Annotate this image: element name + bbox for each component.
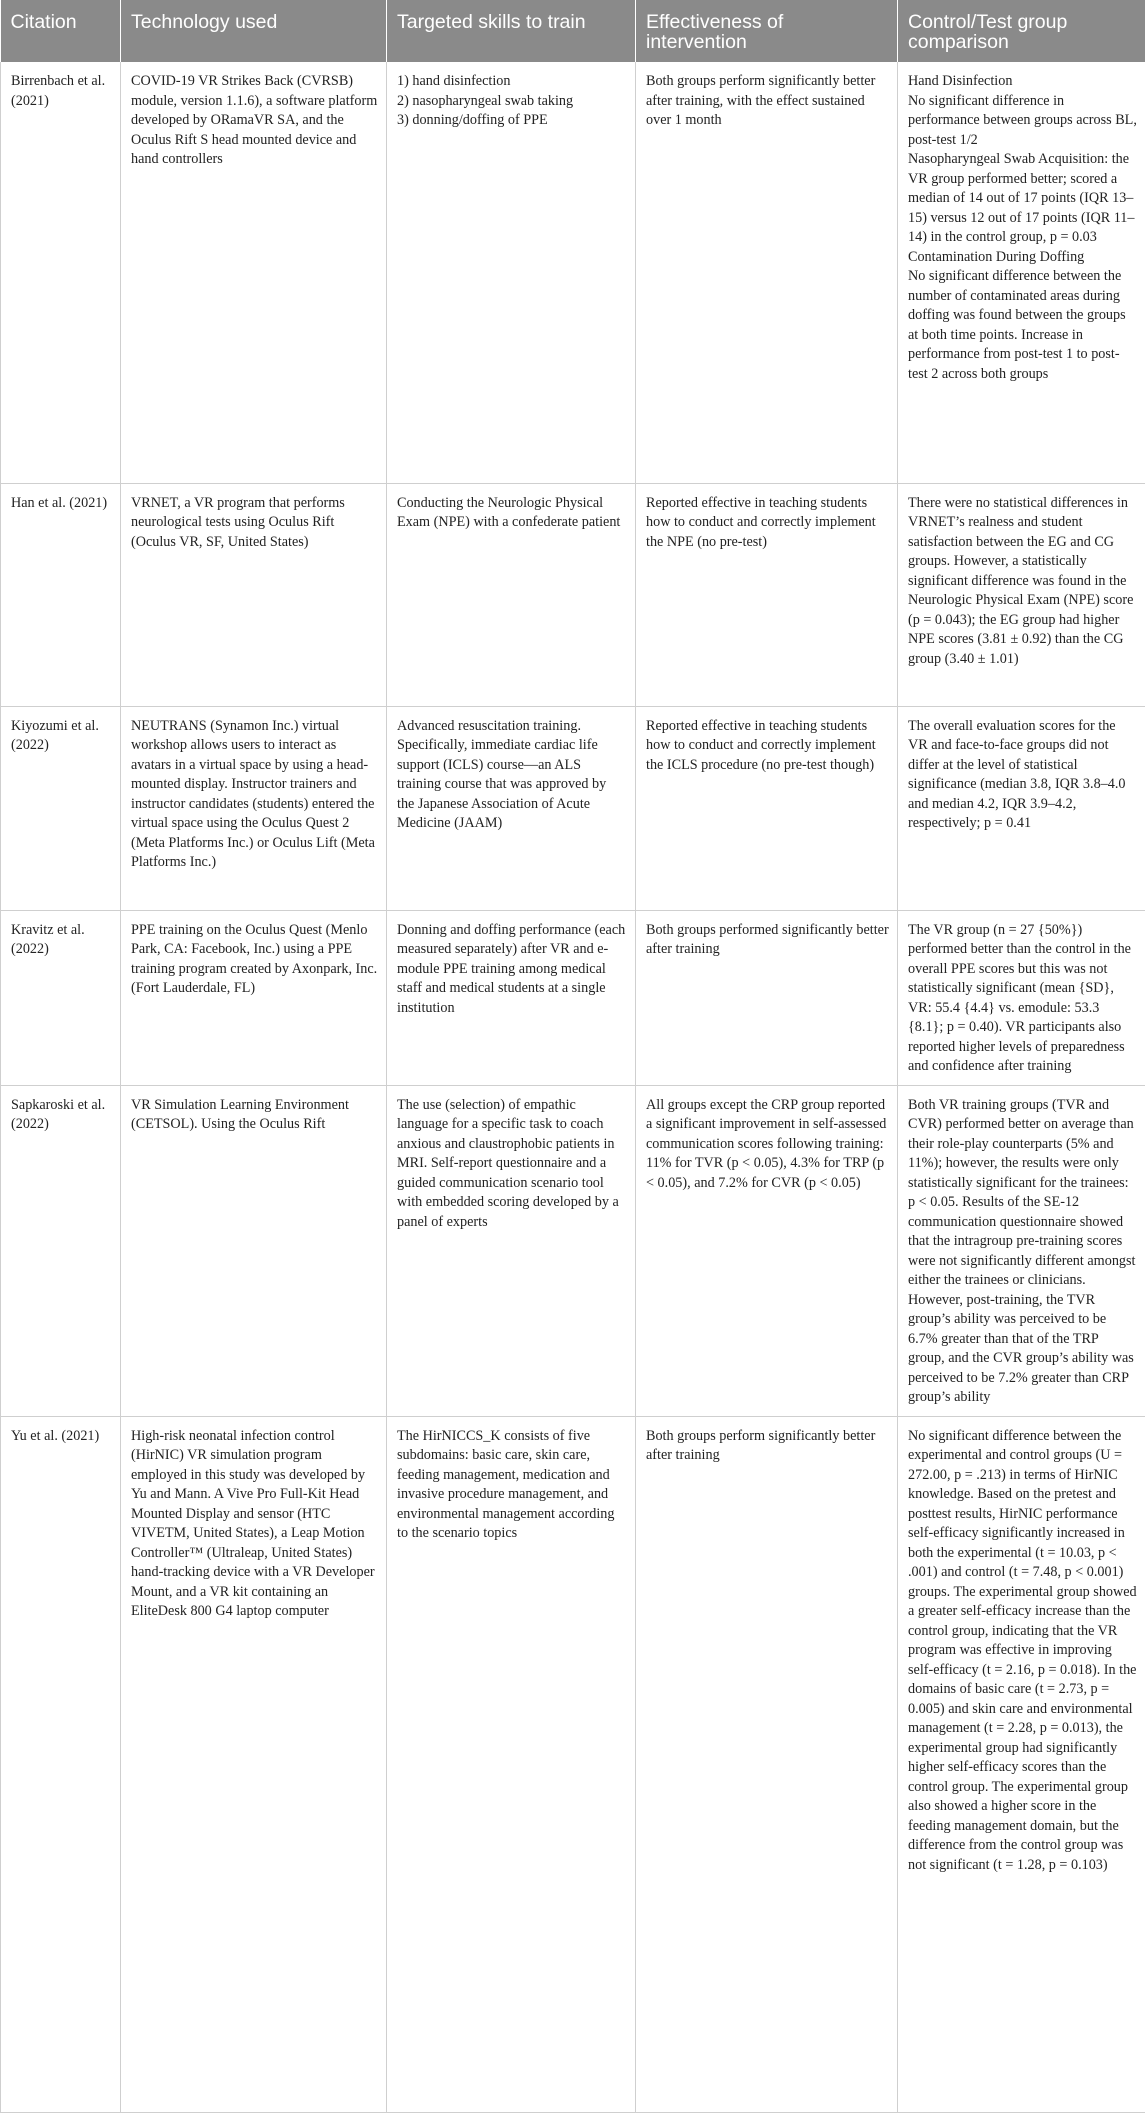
- cell-skills: Conducting the Neurologic Physical Exam (NPE) with a confederate patient: [387, 483, 636, 706]
- cell-skills: The HirNICCS_K consists of five subdomains: basic care, skin care, feeding management, medication and invasive procedure management, and environmental management according to the scenario topics: [387, 1416, 636, 2112]
- cell-effectiveness: All groups except the CRP group reported a significant improvement in self-assessed communication scores following training: 11% for TVR (p < 0.05), 4.3% for TRP (p < 0.05), and 7.2% for CVR (p < 0.05): [636, 1085, 898, 1416]
- cell-comparison: The VR group (n = 27 {50%}) performed better than the control in the overall PPE scores but this was not statistically significant (mean {SD}, VR: 55.4 {4.4} vs. emodule: 53.3 {8.1}; p = 0.40). VR participants also reported higher levels of preparedness and confidence after training: [898, 910, 1145, 1085]
- cell-skills: 1) hand disinfection 2) nasopharyngeal swab taking 3) donning/doffing of PPE: [387, 62, 636, 483]
- table-row: [1, 706, 1145, 910]
- cell-comparison: Hand Disinfection No significant difference in performance between groups across BL, post-test 1/2 Nasopharyngeal Swab Acquisition: the VR group performed better; scored a median of 14 out of 17 points (IQR 13–15) versus 12 out of 17 points (IQR 11–14) in the control group, p = 0.03 Contamination During Doffing No significant difference between the number of contaminated areas during doffing was found between the groups at both time points. Increase in performance from post-test 1 to post-test 2 across both groups: [898, 62, 1145, 483]
- cell-effectiveness: Both groups performed significantly better after training: [636, 910, 898, 1085]
- cell-technology: VR Simulation Learning Environment (CETSOL). Using the Oculus Rift: [121, 1085, 387, 1416]
- cell-citation: Birrenbach et al. (2021): [1, 62, 121, 483]
- cell-effectiveness: Reported effective in teaching students how to conduct and correctly implement the NPE (no pre-test): [636, 483, 898, 706]
- cell-technology: VRNET, a VR program that performs neurological tests using Oculus Rift (Oculus VR, SF, United States): [121, 483, 387, 706]
- header-skills: Targeted skills to train: [387, 0, 636, 62]
- cell-citation: Yu et al. (2021): [1, 1416, 121, 2112]
- cell-skills: Advanced resuscitation training. Specifically, immediate cardiac life support (ICLS) course—an ALS training course that was approved by the Japanese Association of Acute Medicine (JAAM): [387, 706, 636, 910]
- cell-skills: Donning and doffing performance (each measured separately) after VR and e-module PPE training among medical staff and medical students at a single institution: [387, 910, 636, 1085]
- header-comparison: Control/Test group comparison: [898, 0, 1145, 62]
- table-row: [1, 1416, 1145, 2112]
- cell-comparison: The overall evaluation scores for the VR and face-to-face groups did not differ at the level of statistical significance (median 3.8, IQR 3.8–4.0 and median 4.2, IQR 3.9–4.2, respectively; p = 0.41: [898, 706, 1145, 910]
- cell-effectiveness: Both groups perform significantly better after training: [636, 1416, 898, 2112]
- header-citation: Citation: [1, 0, 121, 62]
- header-effectiveness: Effectiveness of intervention: [636, 0, 898, 62]
- cell-technology: High-risk neonatal infection control (HirNIC) VR simulation program employed in this study was developed by Yu and Mann. A Vive Pro Full-Kit Head Mounted Display and sensor (HTC VIVETM, United States), a Leap Motion Controller™ (Ultraleap, United States) hand-tracking device with a VR Developer Mount, and a VR kit containing an EliteDesk 800 G4 laptop computer: [121, 1416, 387, 2112]
- table-row: [1, 1085, 1145, 1416]
- cell-effectiveness: Reported effective in teaching students how to conduct and correctly implement the ICLS procedure (no pre-test though): [636, 706, 898, 910]
- cell-comparison: There were no statistical differences in VRNET’s realness and student satisfaction between the EG and CG groups. However, a statistically significant difference was found in the Neurologic Physical Exam (NPE) score (p = 0.043); the EG group had higher NPE scores (3.81 ± 0.92) than the CG group (3.40 ± 1.01): [898, 483, 1145, 706]
- table-row: [1, 62, 1145, 483]
- cell-technology: PPE training on the Oculus Quest (Menlo Park, CA: Facebook, Inc.) using a PPE training program created by Axonpark, Inc. (Fort Lauderdale, FL): [121, 910, 387, 1085]
- cell-technology: NEUTRANS (Synamon Inc.) virtual workshop allows users to interact as avatars in a virtual space by using a head-mounted display. Instructor trainers and instructor candidates (students) entered the virtual space using the Oculus Quest 2 (Meta Platforms Inc.) or Oculus Lift (Meta Platforms Inc.): [121, 706, 387, 910]
- cell-comparison: No significant difference between the experimental and control groups (U = 272.00, p = .213) in terms of HirNIC knowledge. Based on the pretest and posttest results, HirNIC performance self-efficacy significantly increased in both the experimental (t = 10.03, p < .001) and control (t = 7.48, p < 0.001) groups. The experimental group showed a greater self-efficacy increase than the control group, indicating that the VR program was effective in improving self-efficacy (t = 2.16, p = 0.018). In the domains of basic care (t = 2.73, p = 0.005) and skin care and environmental management (t = 2.28, p = 0.013), the experimental group had significantly higher self-efficacy scores than the control group. The experimental group also showed a higher score in the feeding management domain, but the difference from the control group was not significant (t = 1.28, p = 0.103): [898, 1416, 1145, 2112]
- cell-comparison: Both VR training groups (TVR and CVR) performed better on average than their role-play counterparts (5% and 11%); however, the results were only statistically significant for the trainees: p < 0.05. Results of the SE-12 communication questionnaire showed that the intragroup pre-training scores were not significantly different amongst either the trainees or clinicians. However, post-training, the TVR group’s ability was perceived to be 6.7% greater than that of the TRP group, and the CVR group’s ability was perceived to be 7.2% greater than CRP group’s ability: [898, 1085, 1145, 1416]
- cell-citation: Han et al. (2021): [1, 483, 121, 706]
- table-row: [1, 910, 1145, 1085]
- header-technology: Technology used: [121, 0, 387, 62]
- header-row: [1, 0, 1145, 62]
- cell-citation: Sapkaroski et al. (2022): [1, 1085, 121, 1416]
- cell-technology: COVID-19 VR Strikes Back (CVRSB) module, version 1.1.6), a software platform developed by ORamaVR SA, and the Oculus Rift S head mounted device and hand controllers: [121, 62, 387, 483]
- table-header: [1, 0, 1145, 62]
- cell-effectiveness: Both groups perform significantly better after training, with the effect sustained over 1 month: [636, 62, 898, 483]
- table-body: [1, 62, 1145, 2112]
- cell-citation: Kravitz et al. (2022): [1, 910, 121, 1085]
- cell-skills: The use (selection) of empathic language for a specific task to coach anxious and claustrophobic patients in MRI. Self-report questionnaire and a guided communication scenario tool with embedded scoring developed by a panel of experts: [387, 1085, 636, 1416]
- cell-citation: Kiyozumi et al. (2022): [1, 706, 121, 910]
- table-row: [1, 483, 1145, 706]
